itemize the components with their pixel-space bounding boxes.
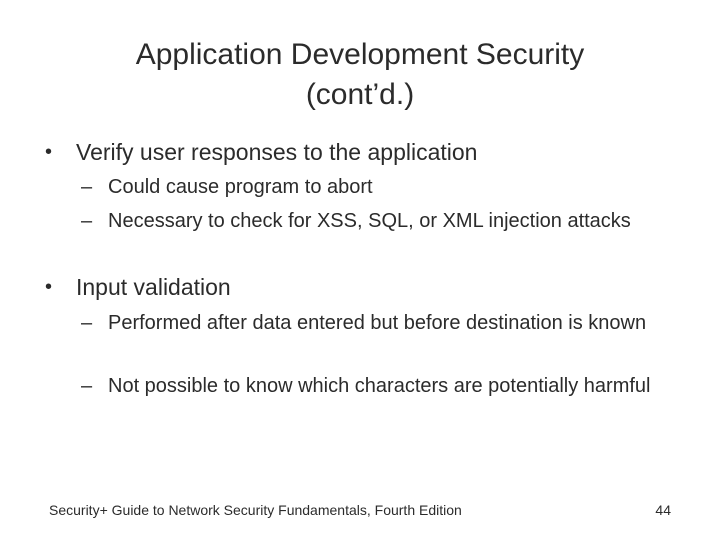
bullet-item: [45, 274, 676, 301]
slide-footer: Security+ Guide to Network Security Fundamentals, Fourth Edition: [49, 502, 462, 518]
page-number: 44: [655, 502, 671, 518]
slide-title: [60, 35, 660, 115]
slide-title-line-1: Application Development Security: [135, 38, 585, 71]
bullet-item: [45, 139, 676, 166]
sub-bullet-text: Performed after data entered but before destination is known: [108, 312, 647, 334]
bullet-text: Input validation: [76, 274, 231, 300]
dash-marker: –: [81, 375, 93, 397]
sub-bullet-item: [81, 173, 683, 202]
sub-bullet-item: [81, 372, 683, 401]
sub-bullet-item: [81, 309, 683, 338]
dash-marker: –: [81, 312, 93, 334]
bullet-marker: •: [45, 141, 53, 163]
sub-bullet-text: Not possible to know which characters are potentially harmful: [108, 375, 651, 397]
dash-marker: –: [81, 210, 93, 232]
bullet-marker: •: [45, 276, 53, 298]
sub-bullet-text: Necessary to check for XSS, SQL, or XML injection attacks: [108, 210, 631, 232]
sub-bullet-item: [81, 207, 683, 236]
dash-marker: –: [81, 176, 93, 198]
sub-bullet-text: Could cause program to abort: [108, 176, 373, 198]
slide-title-line-2: (cont’d.): [305, 78, 415, 111]
bullet-text: Verify user responses to the application: [76, 139, 478, 165]
